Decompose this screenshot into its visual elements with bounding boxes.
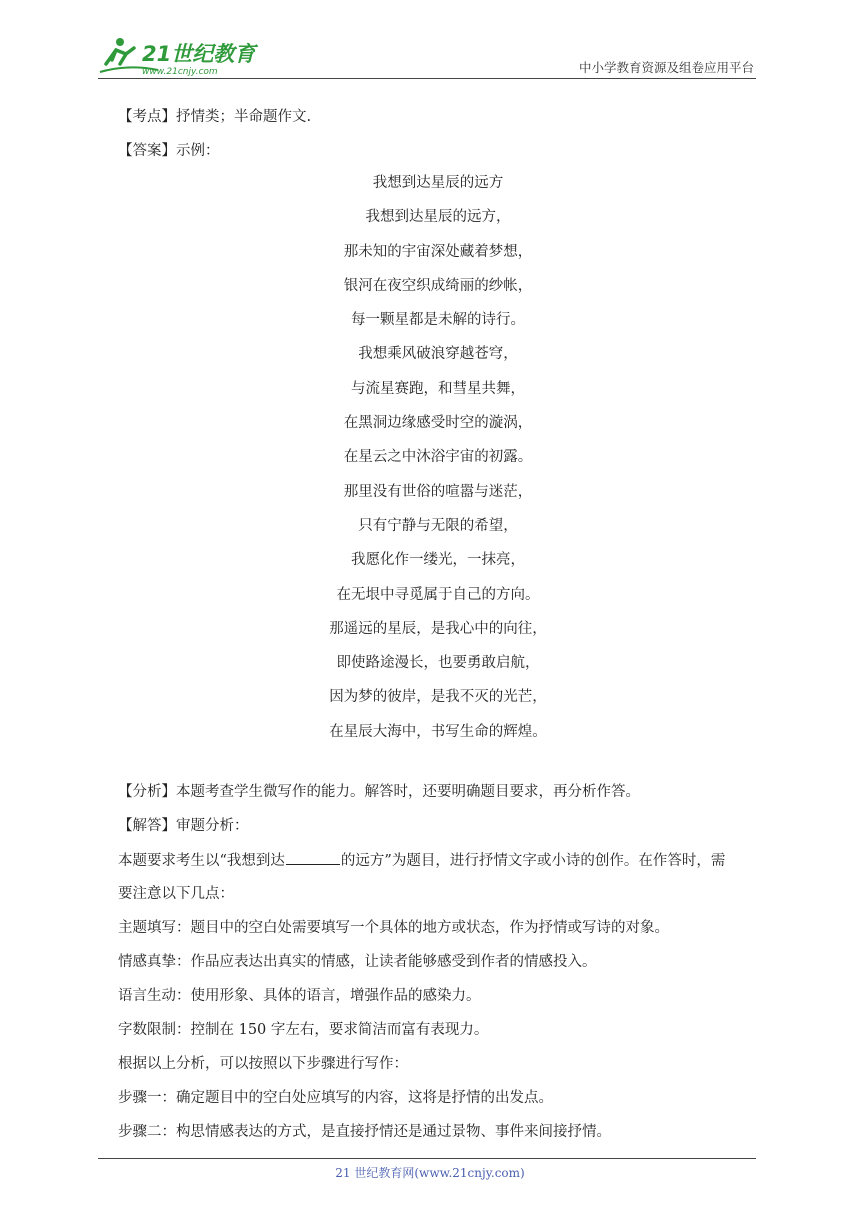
requirement-line-2: 要注意以下几点： [118,886,234,902]
requirement-text-before: 本题要求考生以“我想到达 [118,853,285,869]
point-item: 情感真挚：作品应表达出真实的情感，让读者能够感受到作者的情感投入。 [118,954,597,970]
header-divider [98,78,756,79]
poem-line: 那遥远的星辰，是我心中的向往， [329,620,547,637]
page-header [98,30,756,80]
poem-block [118,171,758,754]
poem-line: 在星云之中沐浴宇宙的初露。 [343,449,533,466]
footer-divider [98,1158,756,1159]
poem-line: 我愿化作一缕光，一抹亮， [351,552,525,569]
poem-line: 即使路途漫长，也要勇敢启航， [336,655,540,672]
analysis-line: 【分析】本题考查学生微写作的能力。解答时，还要明确题目要求，再分析作答。 [118,784,640,800]
point-item: 主题填写：题目中的空白处需要填写一个具体的地方或状态，作为抒情或写诗的对象。 [118,920,669,936]
poem-line: 只有宁静与无限的希望， [358,517,518,534]
poem-line: 那未知的宇宙深处藏着梦想， [343,243,533,260]
footer-link[interactable]: 21 世纪教育网(www.21cnjy.com) [335,1166,525,1180]
poem-title: 我想到达星辰的远方 [372,175,504,191]
jieda-line: 【解答】审题分析： [118,818,249,834]
poem-line: 每一颗星都是未解的诗行。 [351,312,525,329]
platform-title: 中小学教育资源及组卷应用平台 [578,60,754,75]
logo-21cnjy [98,34,268,78]
step-item: 步骤二：构思情感表达的方式，是直接抒情还是通过景物、事件来间接抒情。 [118,1124,611,1140]
poem-line: 与流星赛跑，和彗星共舞， [351,380,525,397]
poem-line: 我想到达星辰的远方， [365,209,511,226]
requirement-text-after: 的远方”为题目，进行抒情文字或小诗的创作。在作答时，需 [340,853,726,869]
point-item: 语言生动：使用形象、具体的语言，增强作品的感染力。 [118,988,481,1004]
poem-line: 我想乘风破浪穿越苍穹， [358,346,518,363]
svg-text:www.21cnjy.com: www.21cnjy.com [142,67,218,77]
poem-line: 那里没有世俗的喧嚣与迷茫， [343,483,533,500]
step-item: 步骤一：确定题目中的空白处应填写的内容，这将是抒情的出发点。 [118,1090,553,1106]
poem-line: 因为梦的彼岸，是我不灭的光芒， [329,689,547,706]
svg-text:21世纪教育: 21世纪教育 [142,42,256,66]
kaodian-line: 【考点】抒情类；半命题作文. [118,109,312,125]
poem-line: 银河在夜空织成绮丽的纱帐， [343,277,533,294]
point-item: 根据以上分析，可以按照以下步骤进行写作： [118,1056,408,1072]
poem-line: 在星辰大海中，书写生命的辉煌。 [329,723,547,740]
poem-line: 在无垠中寻觅属于自己的方向。 [336,586,540,603]
poem-line: 在黑洞边缘感受时空的漩涡， [343,415,533,432]
requirement-line [118,849,763,873]
point-item: 字数限制：控制在 150 字左右，要求简洁而富有表现力。 [118,1022,489,1038]
answer-label: 【答案】示例： [118,143,220,159]
fill-blank [286,850,340,865]
